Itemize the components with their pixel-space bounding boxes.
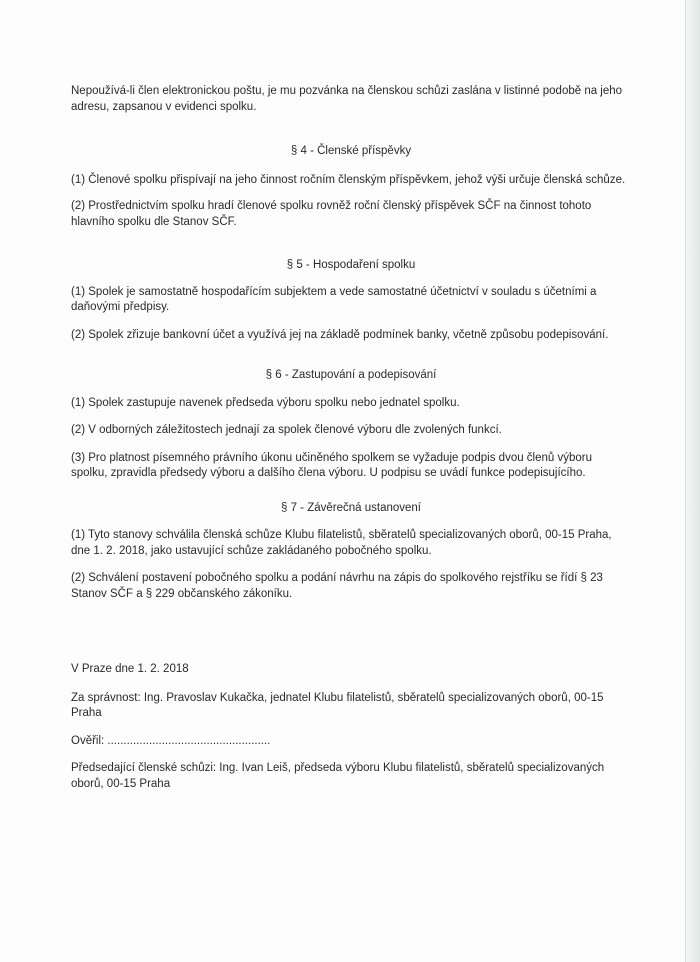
section-6-paragraph-1: (1) Spolek zastupuje navenek předseda výboru spolku nebo jednatel spolku. [71,396,460,409]
section-6-paragraph-2: (2) V odborných záležitostech jednají za spolek členové výboru dle zvolených funkcí. [71,424,502,436]
section-5-paragraph-1: (1) Spolek je samostatně hospodařícím subjektem a vede samostatné účetnictví v souladu s účetními a daňovými předpisy. [71,285,597,313]
correctness-signature: Za správnost: Ing. Pravoslav Kukačka, jednatel Klubu filatelistů, sběratelů specializovaných oborů, 00-15 Praha [71,691,604,719]
page-edge-shadow [686,0,700,962]
section-5-paragraph-2: (2) Spolek zřizuje bankovní účet a využívá jej na základě podmínek banky, včetně způsobu podepisování. [71,328,609,341]
section-5-heading: § 5 - Hospodaření spolku [286,259,416,271]
section-4-paragraph-2: (2) Prostřednictvím spolku hradí členové spolku rovněž roční členský příspěvek SČF na činnost tohoto hlavního spolku dle Stanov SČF. [71,200,592,228]
section-6-heading: § 6 - Zastupování a podepisování [265,369,437,381]
intro-paragraph: Nepoužívá-li člen elektronickou poštu, je mu pozvánka na členskou schůzi zaslána v listinné podobě na jeho adresu, zapsanou v evidenci spolku. [71,85,623,113]
meeting-chair: Předsedající členské schůzi: Ing. Ivan Leiš, předseda výboru Klubu filatelistů, sběratelů specializovaných oborů, 00-15 Praha [71,762,605,790]
document-body [71,84,631,792]
place-and-date: V Praze dne 1. 2. 2018 [71,663,189,675]
section-6-paragraph-3: (3) Pro platnost písemného právního úkonu učiněného spolkem se vyžaduje podpis dvou členů výboru spolku, zpravidla předsedy výboru a dalšího člena výboru. U podpisu se uvádí funkce podepisujícího. [71,451,593,479]
section-7-heading: § 7 - Závěrečná ustanovení [281,501,421,514]
section-4-heading: § 4 - Členské příspěvky [290,145,412,157]
section-7-paragraph-2: (2) Schválení postavení pobočného spolku a podání návrhu na zápis do spolkového rejstříku se řídí § 23 Stanov SČF a § 229 občanského zákoníku. [71,572,603,600]
verified-by: Ověřil: ................................................... [71,734,271,747]
section-7-paragraph-1: (1) Tyto stanovy schválila členská schůze Klubu filatelistů, sběratelů specializovaných oborů, 00-15 Praha, dne 1. 2. 2018, jako ustavující schůze zakládaného pobočného spolku. [71,529,612,557]
section-4-paragraph-1: (1) Členové spolku přispívají na jeho činnost ročním členským příspěvkem, jehož výši určuje členská schůze. [71,173,626,186]
